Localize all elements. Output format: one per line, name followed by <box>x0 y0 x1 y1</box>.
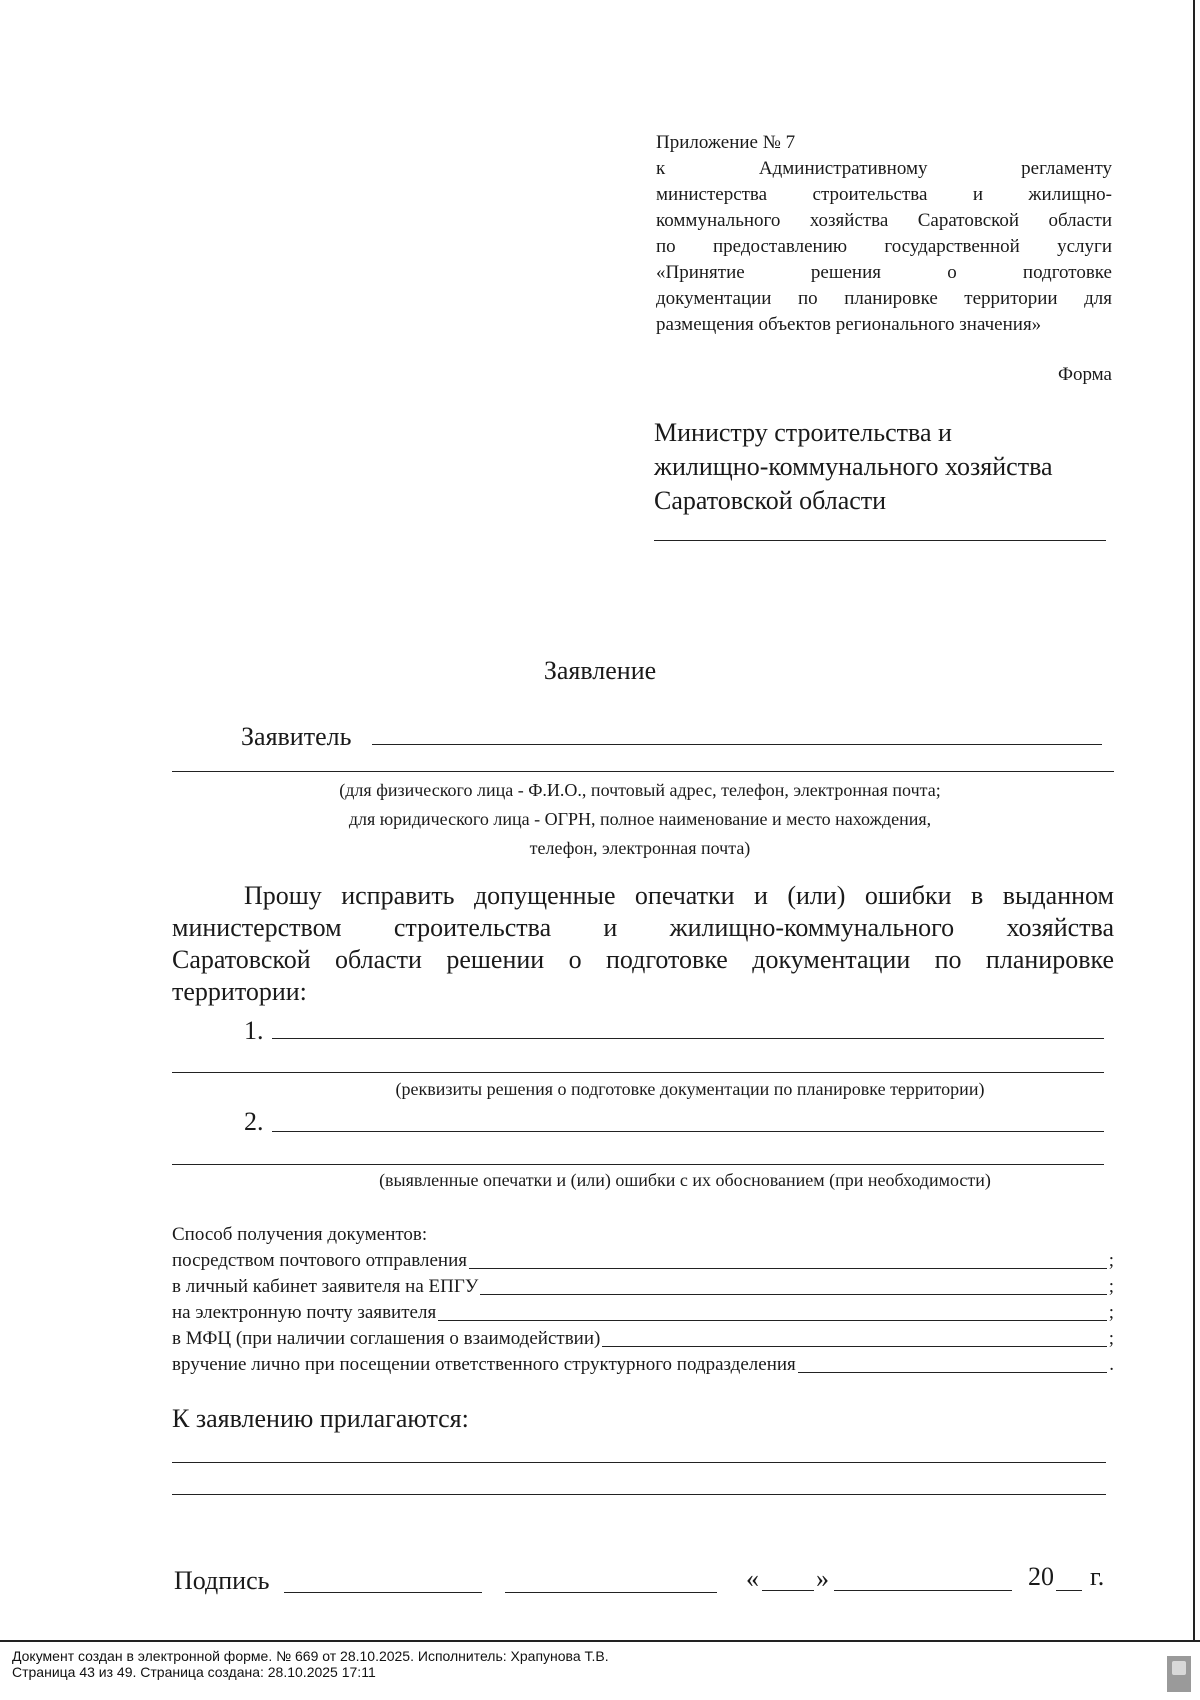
item-2-number: 2. <box>244 1107 264 1136</box>
item-1-hint: (реквизиты решения о подготовке документации по планировке территории) <box>395 1079 985 1099</box>
document-stamp-icon <box>1167 1656 1191 1692</box>
attachments-blank-line[interactable] <box>172 1462 1106 1463</box>
form-label: Форма <box>1057 364 1112 385</box>
delivery-heading: Способ получения документов: <box>172 1224 428 1245</box>
applicant-blank-line[interactable] <box>372 744 1102 745</box>
page-border <box>1193 0 1195 1640</box>
delivery-methods <box>172 1222 1114 1378</box>
addressee-block <box>654 416 1124 518</box>
addressee-line: Министру строительства и <box>654 418 952 447</box>
signature-label: Подпись <box>174 1566 270 1595</box>
appendix-block <box>656 130 1112 338</box>
delivery-option-blank[interactable] <box>480 1294 1106 1295</box>
delivery-option-end: ; <box>1108 1250 1114 1271</box>
footer-text <box>12 1648 609 1680</box>
request-paragraph <box>172 880 1114 1008</box>
addressee-line: Саратовской области <box>654 486 887 515</box>
date-quote-open: « <box>746 1564 759 1593</box>
attachments-blank-line-2[interactable] <box>172 1494 1106 1495</box>
delivery-option-post[interactable] <box>172 1248 1114 1274</box>
delivery-option-email[interactable] <box>172 1300 1114 1326</box>
item-1-blank-line-2[interactable] <box>172 1072 1104 1073</box>
document-title: Заявление <box>543 656 657 685</box>
delivery-option-blank[interactable] <box>438 1320 1107 1321</box>
item-2-blank-line-2[interactable] <box>172 1164 1104 1165</box>
delivery-option-blank[interactable] <box>798 1372 1107 1373</box>
applicant-label: Заявитель <box>241 722 352 751</box>
delivery-option-epgu[interactable] <box>172 1274 1114 1300</box>
appendix-line: документации по планировке территории для <box>656 288 1112 309</box>
footer-line: Документ создан в электронной форме. № 669 от 28.10.2025. Исполнитель: Храпунова Т.В. <box>12 1648 609 1664</box>
appendix-line: по предоставлению государственной услуги <box>656 236 1112 257</box>
delivery-option-mfc[interactable] <box>172 1326 1114 1352</box>
request-line: территории: <box>172 977 307 1006</box>
appendix-number: Приложение № 7 <box>656 132 796 153</box>
delivery-option-end: . <box>1109 1354 1114 1375</box>
item-2-hint: (выявленные опечатки и (или) ошибки с их обоснованием (при необходимости) <box>379 1170 991 1190</box>
delivery-option-in-person[interactable] <box>172 1352 1114 1378</box>
delivery-option-blank[interactable] <box>602 1346 1106 1347</box>
addressee-line: жилищно-коммунального хозяйства <box>654 452 1053 481</box>
applicant-hint-line: для юридического лица - ОГРН, полное наименование и место нахождения, <box>348 809 932 829</box>
appendix-line: коммунального хозяйства Саратовской области <box>656 210 1112 231</box>
delivery-option-label: посредством почтового отправления <box>172 1250 467 1271</box>
delivery-option-end: ; <box>1108 1328 1114 1349</box>
item-1-blank-line[interactable] <box>272 1038 1104 1039</box>
appendix-line: размещения объектов регионального значения» <box>656 314 1042 335</box>
request-line: Прошу исправить допущенные опечатки и (или) ошибки в выданном <box>244 881 1114 910</box>
delivery-option-blank[interactable] <box>469 1268 1107 1269</box>
applicant-hint-line: телефон, электронная почта) <box>529 838 751 858</box>
applicant-hint <box>170 776 1110 863</box>
date-year-suffix: г. <box>1090 1562 1105 1591</box>
item-2-blank-line[interactable] <box>272 1131 1104 1132</box>
appendix-line: к Административному регламенту <box>656 158 1112 179</box>
attachments-label: К заявлению прилагаются: <box>172 1404 469 1433</box>
date-day-blank[interactable] <box>762 1590 814 1591</box>
delivery-option-end: ; <box>1108 1276 1114 1297</box>
request-line: Саратовской области решении о подготовке документации по планировке <box>172 945 1114 974</box>
signature-blank[interactable] <box>284 1592 482 1593</box>
request-line: министерством строительства и жилищно-коммунального хозяйства <box>172 913 1114 942</box>
signature-name-blank[interactable] <box>505 1592 717 1593</box>
applicant-hint-line: (для физического лица - Ф.И.О., почтовый адрес, телефон, электронная почта; <box>339 780 941 800</box>
appendix-line: «Принятие решения о подготовке <box>656 262 1112 283</box>
footer-line: Страница 43 из 49. Страница создана: 28.10.2025 17:11 <box>12 1664 376 1680</box>
addressee-blank-line[interactable] <box>654 540 1106 541</box>
delivery-option-end: ; <box>1108 1302 1114 1323</box>
date-year-blank[interactable] <box>1056 1590 1082 1591</box>
delivery-option-label: на электронную почту заявителя <box>172 1302 437 1323</box>
applicant-blank-line-2[interactable] <box>172 771 1114 772</box>
delivery-option-label: в МФЦ (при наличии соглашения о взаимодействии) <box>172 1328 601 1349</box>
date-year-prefix: 20 <box>1028 1562 1054 1591</box>
appendix-line: министерства строительства и жилищно- <box>656 184 1112 205</box>
delivery-option-label: вручение лично при посещении ответственного структурного подразделения <box>172 1354 796 1375</box>
item-1-number: 1. <box>244 1016 264 1045</box>
date-quote-close: » <box>816 1564 829 1593</box>
delivery-option-label: в личный кабинет заявителя на ЕПГУ <box>172 1276 479 1297</box>
date-month-blank[interactable] <box>834 1590 1012 1591</box>
